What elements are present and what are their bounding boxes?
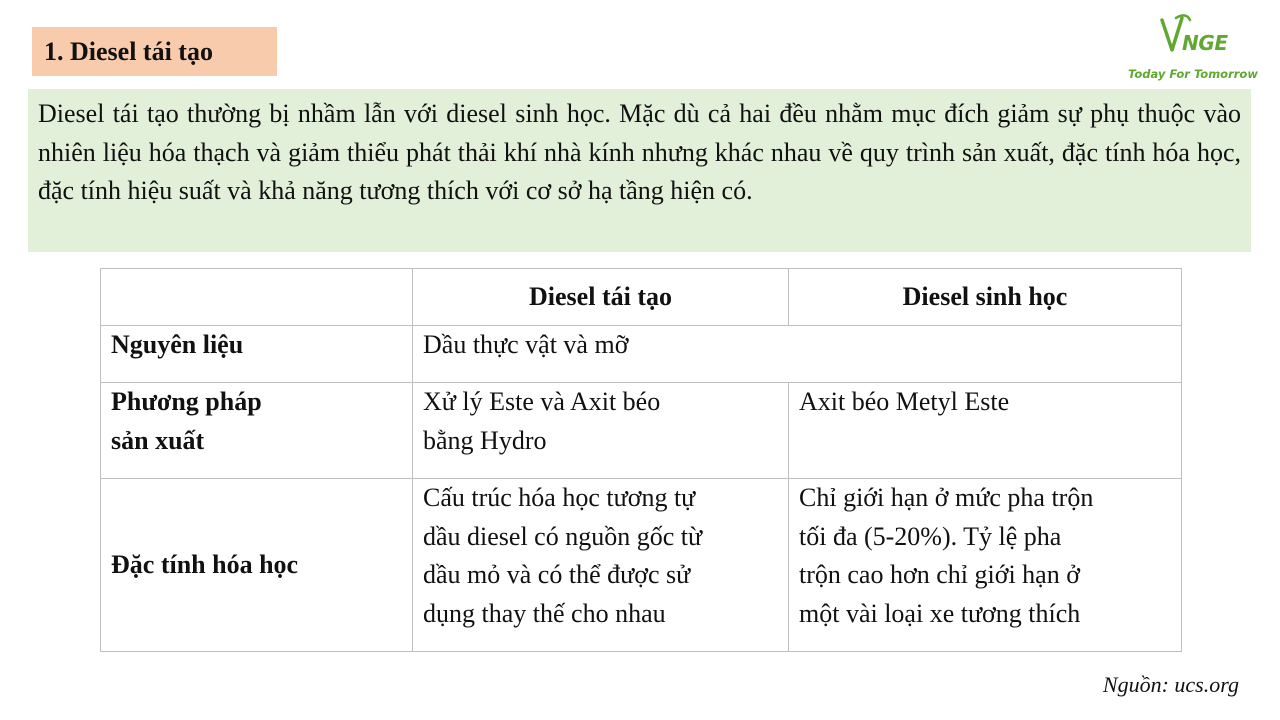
row-label-chemical-properties: Đặc tính hóa học <box>101 479 413 652</box>
table-row-chemical-properties <box>101 479 1182 652</box>
cell-line: dầu diesel có nguồn gốc từ <box>423 521 703 551</box>
cell-line: Cấu trúc hóa học tương tự <box>423 483 696 512</box>
cell-chemical-renewable <box>413 479 789 652</box>
row-label-line: sản xuất <box>111 425 205 455</box>
cell-line: trộn cao hơn chỉ giới hạn ở <box>799 560 1080 589</box>
cell-line: Chỉ giới hạn ở mức pha trộn <box>799 483 1094 512</box>
section-title: 1. Diesel tái tạo <box>32 27 277 76</box>
table-header-renewable-diesel: Diesel tái tạo <box>413 269 789 326</box>
table-row-production-method <box>101 383 1182 479</box>
cell-line: Axit béo Metyl Este <box>799 387 1010 416</box>
cell-line: tối đa (5-20%). Tỷ lệ pha <box>799 521 1062 551</box>
cell-line: dụng thay thế cho nhau <box>423 598 666 628</box>
svg-text:NGE: NGE <box>1182 31 1228 55</box>
row-label-production-method <box>101 383 413 479</box>
row-label-feedstock: Nguyên liệu <box>101 326 413 383</box>
logo-tagline: Today For Tomorrow <box>1128 67 1258 81</box>
cell-feedstock-shared: Dầu thực vật và mỡ <box>413 326 1182 383</box>
table-header-row <box>101 269 1182 326</box>
row-label-line: Phương pháp <box>111 387 262 416</box>
vnge-logo <box>1124 14 1264 84</box>
cell-production-renewable <box>413 383 789 479</box>
cell-line: Xử lý Este và Axit béo <box>423 387 661 416</box>
cell-production-biodiesel <box>789 383 1182 479</box>
vnge-logo-mark <box>1160 14 1230 62</box>
comparison-table <box>100 268 1182 652</box>
source-citation: Nguồn: ucs.org <box>1102 672 1239 697</box>
cell-line: một vài loại xe tương thích <box>799 598 1081 628</box>
intro-paragraph: Diesel tái tạo thường bị nhầm lẫn với diesel sinh học. Mặc dù cả hai đều nhằm mục đích giảm sự phụ thuộc vào nhiên liệu hóa thạch và giảm thiểu phát thải khí nhà kính nhưng khác nhau về quy trình sản xuất, đặc tính hóa học, đặc tính hiệu suất và khả năng tương thích với cơ sở hạ tầng hiện có. <box>28 89 1251 252</box>
cell-chemical-biodiesel <box>789 479 1182 652</box>
cell-line: bằng Hydro <box>423 425 547 455</box>
cell-line: dầu mỏ và có thể được sử <box>423 560 691 589</box>
table-row-feedstock <box>101 326 1182 383</box>
table-header-biodiesel: Diesel sinh học <box>789 269 1182 326</box>
table-header-empty <box>101 269 413 326</box>
